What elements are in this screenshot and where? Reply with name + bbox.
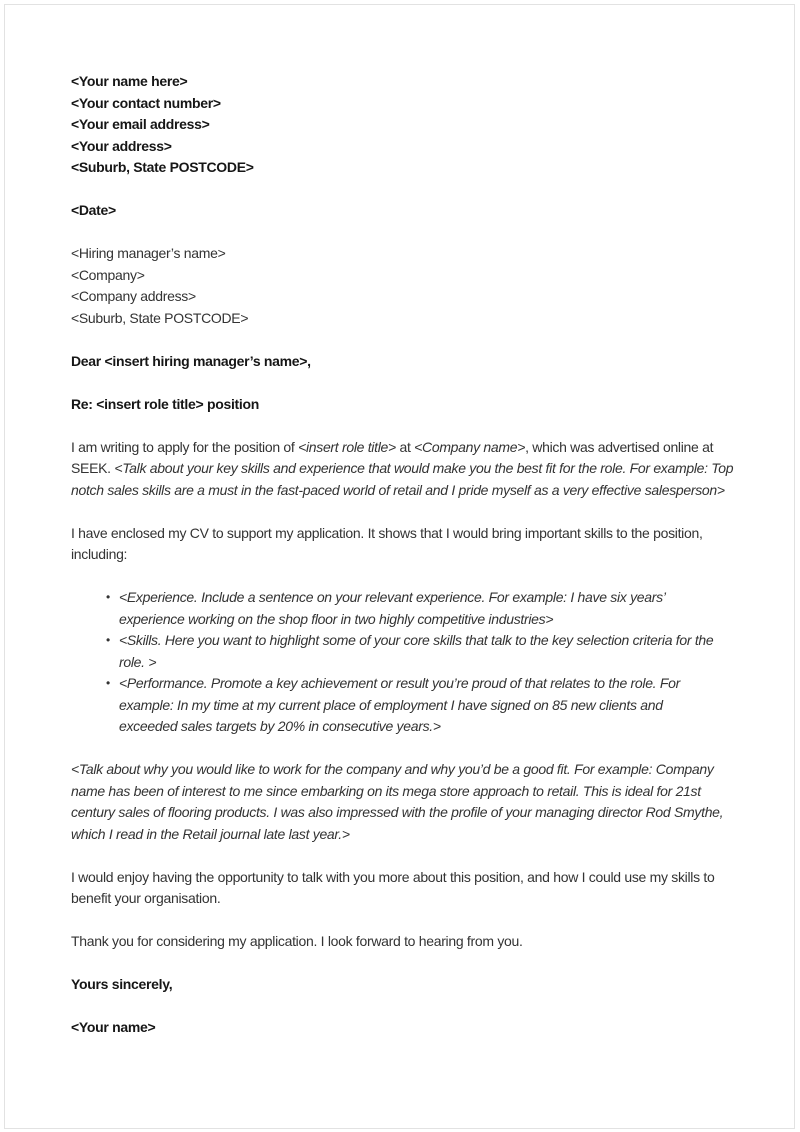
sender-address-line: <Your address> (71, 137, 172, 154)
recipient-address-block (71, 243, 734, 329)
intro-segment-regular: at (395, 438, 415, 455)
bullet-skills: • <Skills. Here you want to highlight some of your core skills that talk to the key selection criteria for the role. > (119, 630, 724, 673)
sender-name-line: <Your name here> (71, 73, 188, 89)
recipient-address-line: <Company address> (71, 288, 196, 304)
sender-address-block (71, 71, 734, 179)
intro-role-placeholder: <insert role title> (298, 438, 396, 455)
salutation: Dear <insert hiring manager’s name>, (71, 352, 311, 369)
valediction: Yours sincerely, (71, 976, 173, 992)
bullet-performance: • <Performance. Promote a key achievement or result you’re proud of that relates to the role. For example: In my time at my current place of employment I have signed on 85 new clients and exceeded sales targets by 20% in consecutive years.> (119, 673, 724, 738)
sender-suburb-line: <Suburb, State POSTCODE> (71, 159, 254, 175)
recipient-suburb-line: <Suburb, State POSTCODE> (71, 309, 249, 326)
intro-segment-regular: , which was advertised online at SEEK. (71, 438, 714, 476)
recipient-name-line: <Hiring manager’s name> (71, 245, 226, 261)
bullet-experience: • <Experience. Include a sentence on your relevant experience. For example: I have six years’ experience working on the shop floor in two highly competitive industries> (119, 587, 724, 630)
paragraph-cv-intro: I have enclosed my CV to support my application. It shows that I would bring important skills to the position, including: (71, 524, 703, 562)
date-line: <Date> (71, 202, 116, 218)
paragraph-thanks: Thank you for considering my application. I look forward to hearing from you. (71, 933, 523, 949)
document-page (4, 4, 795, 1129)
intro-company-placeholder: <Company name> (414, 438, 526, 455)
subject-line: Re: <insert role title> position (71, 395, 259, 412)
paragraph-intro (71, 437, 734, 502)
paragraph-opportunity: I would enjoy having the opportunity to talk with you more about this position, and how I could use my skills to benefit your organisation. (71, 868, 715, 906)
intro-segment-regular: I am writing to apply for the position of (71, 438, 299, 455)
recipient-company-line: <Company> (71, 266, 145, 283)
sender-contact-line: <Your contact number> (71, 94, 221, 111)
cover-letter-body (5, 5, 794, 1039)
signature-name: <Your name> (71, 1019, 156, 1035)
intro-skills-placeholder: <Talk about your key skills and experience that would make you the best fit for the role. For example: Top notch sales skills are a must in the fast-paced world of retail and I pride myself as a very effective salesperson> (71, 460, 734, 498)
sender-email-line: <Your email address> (71, 116, 210, 132)
paragraph-company-fit: <Talk about why you would like to work for the company and why you’d be a good fit. For example: Company name has been of interest to me since embarking on its mega store approach to retail. This is ideal for 21st century sales of flooring products. I was also impressed with the profile of your managing director Rod Smythe, which I read in the Retail journal late last year.> (71, 761, 724, 842)
skills-bullet-list (71, 587, 734, 738)
